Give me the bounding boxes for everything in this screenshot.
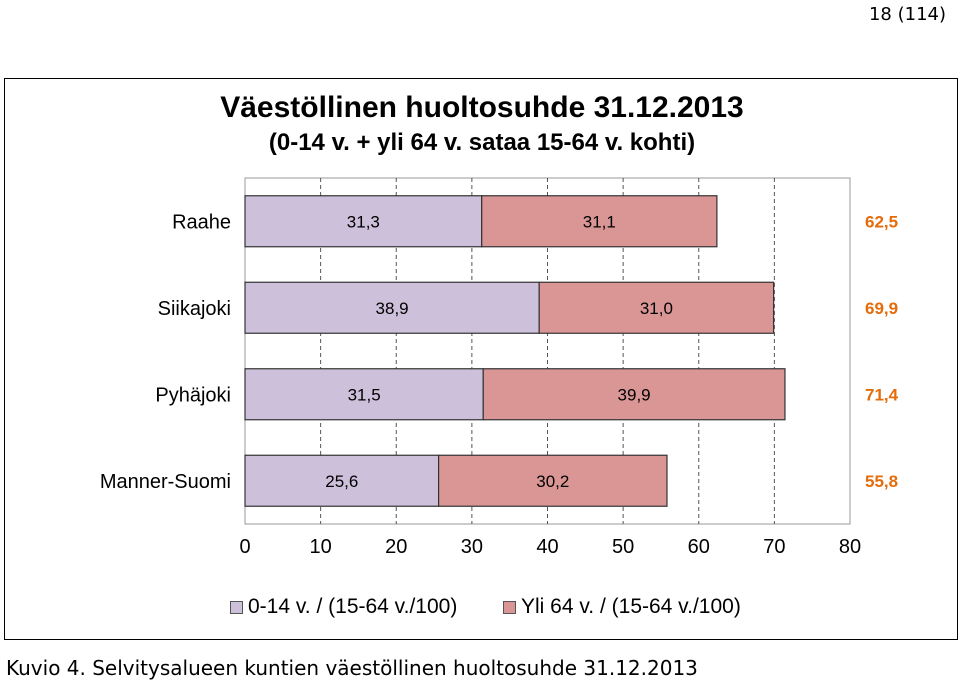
legend-swatch-0-14 xyxy=(230,601,243,614)
x-tick-label: 0 xyxy=(239,536,251,558)
legend-item-0-14 xyxy=(230,595,457,619)
bar-chart xyxy=(5,79,959,641)
chart-subtitle: (0-14 v. + yli 64 v. sataa 15-64 v. kohti) xyxy=(268,129,696,156)
legend-label-yli-64: Yli 64 v. / (15-64 v./100) xyxy=(521,595,741,618)
data-label: 31,5 xyxy=(347,385,381,405)
x-tick-label: 30 xyxy=(460,536,483,558)
data-label: 31,1 xyxy=(582,212,616,232)
legend-swatch-yli-64 xyxy=(503,601,516,614)
data-label: 31,3 xyxy=(346,212,380,232)
x-tick-label: 20 xyxy=(385,536,408,558)
x-tick-label: 50 xyxy=(612,536,635,558)
chart-title: Väestöllinen huoltosuhde 31.12.2013 xyxy=(220,91,744,124)
data-label: 39,9 xyxy=(617,385,651,405)
legend-item-yli-64 xyxy=(503,595,741,619)
data-label: 38,9 xyxy=(375,298,409,318)
category-label: Manner-Suomi xyxy=(99,470,231,493)
figure-caption: Kuvio 4. Selvitysalueen kuntien väestöllinen huoltosuhde 31.12.2013 xyxy=(6,656,698,680)
category-label: Raahe xyxy=(172,211,231,234)
x-tick-label: 40 xyxy=(536,536,559,558)
x-tick-label: 10 xyxy=(309,536,332,558)
x-tick-label: 70 xyxy=(763,536,786,558)
page-number: 18 (114) xyxy=(868,4,946,25)
total-label: 62,5 xyxy=(865,212,899,232)
category-label: Siikajoki xyxy=(157,297,231,320)
x-tick-label: 80 xyxy=(838,536,862,558)
data-label: 31,0 xyxy=(639,298,673,318)
x-tick-label: 60 xyxy=(687,536,710,558)
chart-legend xyxy=(5,595,959,625)
legend-label-0-14: 0-14 v. / (15-64 v./100) xyxy=(248,595,458,618)
total-label: 55,8 xyxy=(865,471,899,491)
data-label: 30,2 xyxy=(536,471,570,491)
category-label: Pyhäjoki xyxy=(155,384,231,407)
total-label: 71,4 xyxy=(865,385,899,405)
chart-frame xyxy=(4,78,958,640)
data-label: 25,6 xyxy=(325,471,359,491)
total-label: 69,9 xyxy=(865,298,899,318)
